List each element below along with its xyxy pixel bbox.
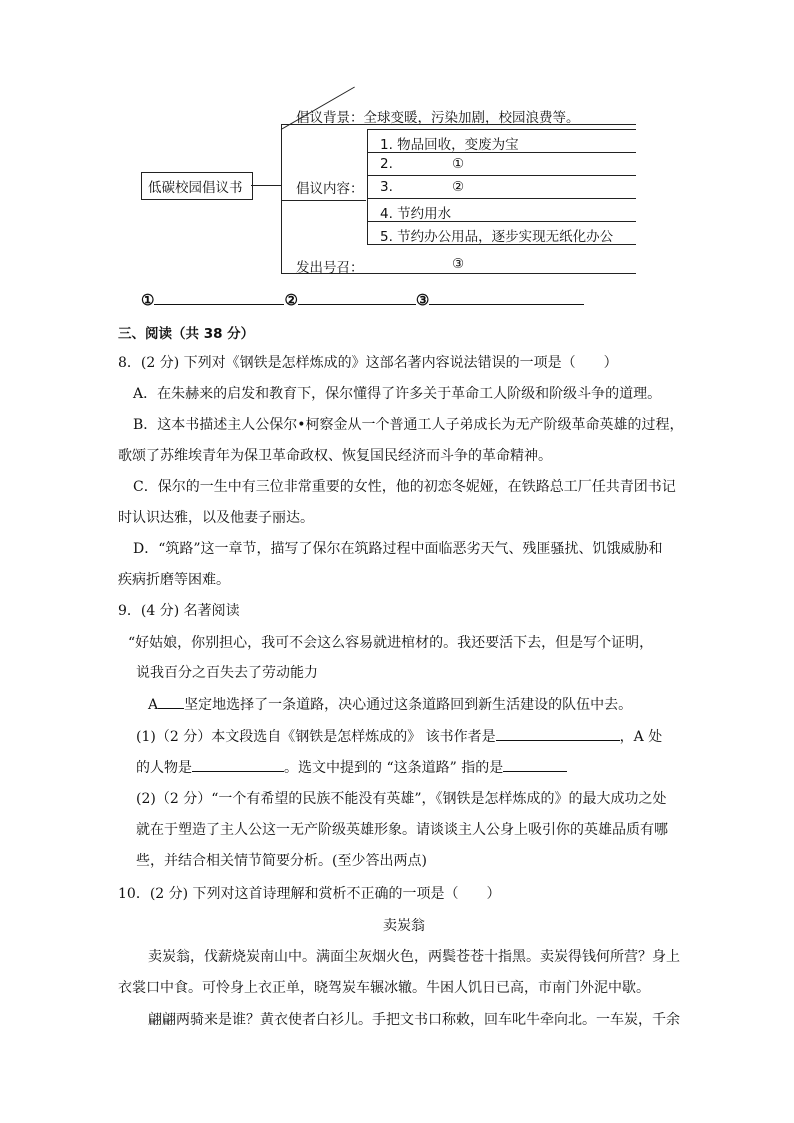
q10-poem-line1: 卖炭翁，伐薪烧炭南山中。满面尘灰烟火色，两鬓苍苍十指黑。卖炭得钱何所营？身上 [148, 949, 680, 965]
content-item-4: 4. 节约用水 [380, 206, 452, 222]
q9-quote-line2: 说我百分之百失去了劳动能力 [136, 665, 318, 681]
q9-person-blank[interactable] [192, 757, 284, 772]
q8-option-c-line1: C．保尔的一生中有三位非常重要的女性，他的初恋冬妮娅，在铁路总工厂任共青团书记 [133, 479, 676, 495]
answer-2-blank[interactable] [298, 290, 416, 305]
q9-line-a-prefix: A [148, 697, 159, 713]
q10-poem-line2: 衣裳口中食。可怜身上衣正单，晓驾炭车辗冰辙。牛困人饥日已高，市南门外泥中歇。 [118, 980, 650, 996]
branch-content-bottom [281, 200, 366, 201]
content-box-left [367, 129, 368, 244]
q9-sub2-line3: 些，并结合相关情节简要分析。(至少答出两点) [136, 853, 427, 869]
answer-2-marker: ② [284, 291, 298, 309]
q8-option-d-line1: D．“筑路”这一章节，描写了保尔在筑路过程中面临恶劣天气、残匪骚扰、饥饿威胁和 [133, 541, 663, 557]
q8-option-c-line2: 时认识达雅，以及他妻子丽达。 [118, 510, 314, 526]
section-title: 三、阅读（共 38 分） [118, 326, 255, 342]
q9-road-blank[interactable] [503, 757, 567, 772]
diagram-background: 倡议背景：全球变暖，污染加剧，校园浪费等。 [296, 110, 580, 126]
q8-option-a: A．在朱赫来的启发和教育下，保尔懂得了许多关于革命工人阶级和阶级斗争的道理。 [133, 386, 662, 402]
content-item-2: 2. [380, 156, 393, 172]
q9-sub1-a: (1)（2 分）本文段选自《钢铁是怎样炼成的》 该书作者是 [136, 729, 496, 745]
bracket-vertical [281, 124, 282, 274]
content-item-2-marker: ① [452, 156, 465, 172]
diagram-content-label: 倡议内容： [296, 181, 364, 197]
content-item-3-marker: ② [452, 179, 465, 195]
q9-author-blank[interactable] [496, 726, 620, 741]
q8-option-b-line2: 歌颂了苏维埃青年为保卫革命政权、恢复国民经济而斗争的革命精神。 [118, 448, 552, 464]
q9-sub2-line2: 就在于塑造了主人公这一无产阶级英雄形象。请谈谈主人公身上吸引你的英雄品质有哪 [136, 822, 668, 838]
q9-sub1-line2 [136, 757, 567, 777]
content-item-5: 5. 节约办公用品，逐步实现无纸化办公 [380, 229, 614, 245]
q9-sub1-d: 。选文中提到的 “这条道路” 指的是 [284, 760, 504, 776]
q9-line-a-text: 坚定地选择了一条道路，决心通过这条道路回到新生活建设的队伍中去。 [184, 697, 633, 713]
content-row-line-2 [367, 175, 636, 176]
q9-quote-line1: “好姑娘，你别担心，我可不会这么容易就进棺材的。我还要活下去，但是写个证明， [128, 635, 654, 651]
content-item-1: 1. 物品回收，变废为宝 [380, 137, 519, 153]
answer-1-marker: ① [141, 291, 155, 309]
diagram-call-label: 发出号召： [296, 260, 364, 276]
q9-sub2-line1: (2)（2 分）“一个有希望的民族不能没有英雄”，《钢铁是怎样炼成的》的最大成功之处 [136, 791, 667, 807]
content-row-line-0 [367, 129, 636, 130]
q9-sub1-b: ，A 处 [619, 729, 663, 745]
diagram-root-label: 低碳校园倡议书 [148, 180, 243, 196]
q10-stem: 10．(2 分) 下列对这首诗理解和赏析不正确的一项是（ ） [118, 886, 501, 902]
q9-sub1-line1 [136, 726, 662, 746]
q9-sub1-c: 的人物是 [136, 760, 192, 776]
diagram-call-marker: ③ [452, 256, 465, 272]
content-row-line-3 [367, 198, 636, 199]
content-item-3: 3. [380, 179, 393, 195]
q8-stem: 8．(2 分) 下列对《钢铁是怎样炼成的》这部名著内容说法错误的一项是（ ） [118, 355, 618, 371]
q9-line-a [148, 694, 632, 714]
connector-root [251, 185, 281, 186]
q8-option-b-line1: B．这本书描述主人公保尔•柯察金从一个普通工人子弟成长为无产阶级革命英雄的过程， [133, 417, 684, 433]
q10-poem-line3: 翩翩两骑来是谁？黄衣使者白衫儿。手把文书口称敕，回车叱牛牵向北。一车炭，千余 [148, 1012, 680, 1028]
q9-stem: 9．(4 分) 名著阅读 [118, 603, 240, 619]
answer-blanks [141, 290, 584, 309]
answer-3-blank[interactable] [429, 290, 584, 305]
q10-poem-title: 卖炭翁 [383, 918, 425, 934]
answer-3-marker: ③ [415, 291, 430, 309]
q9-line-a-blank[interactable] [158, 694, 184, 709]
q8-option-d-line2: 疾病折磨等困难。 [118, 572, 230, 588]
answer-1-blank[interactable] [154, 290, 284, 305]
